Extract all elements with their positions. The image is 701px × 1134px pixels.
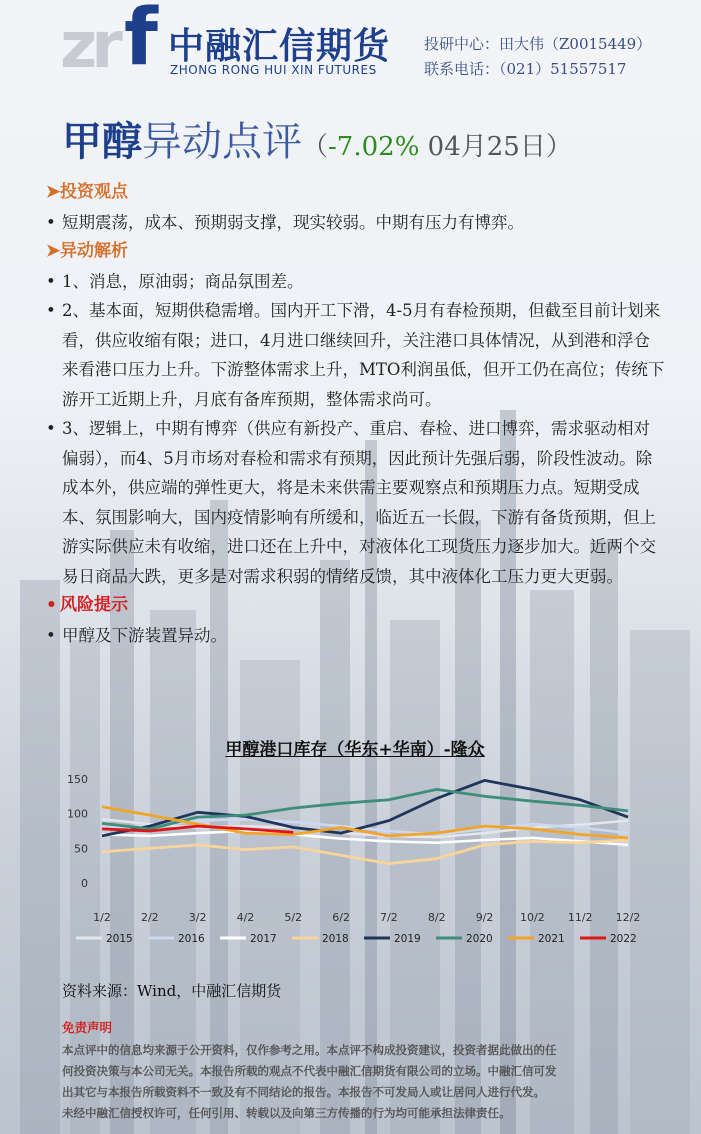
logo-letters: zr [60, 9, 117, 83]
view-text: 短期震荡，成本、预期弱支撑，现实较弱。中期有压力有博弈。 [62, 212, 524, 232]
contact-info [424, 32, 651, 82]
list-item [46, 414, 666, 591]
company-logo [60, 0, 160, 83]
y-tick-label: 100 [67, 807, 88, 821]
report-content [46, 178, 666, 650]
bullet-icon: • [46, 301, 56, 320]
legend-label-2016: 2016 [178, 933, 205, 945]
legend-label-2019: 2019 [394, 933, 421, 945]
chart-plot [60, 735, 650, 960]
arrow-icon: ➤ [46, 241, 61, 261]
x-tick-label: 9/2 [475, 911, 494, 924]
disclaimer-title: 免责声明 [62, 1020, 113, 1035]
legend-label-2015: 2015 [106, 933, 133, 945]
series-line-2018 [102, 840, 628, 864]
logo-letter-f: f [124, 0, 152, 83]
bullet-icon: • [46, 595, 57, 615]
data-source: 资料来源：Wind，中融汇信期货 [62, 982, 282, 1000]
x-tick-label: 7/2 [380, 911, 398, 924]
bullet-icon: • [46, 625, 56, 645]
title-date: 04月25日） [419, 132, 572, 162]
analysis-2: 2、基本面，短期供稳需增。国内开工下滑，4-5月有春检预期，但截至目前计划来看，供应收缩有限；进口，4月进口继续回升，关注港口具体情况，从到港和浮仓来看港口压力上升。下游整体需求上升，MTO利润虽低，但开工仍在高位；传统下游开工近期上升，月底有备库预期，整体需求尚可。 [62, 301, 665, 409]
list-item [46, 296, 666, 414]
list-item [46, 208, 666, 238]
title-product: 甲醇 [62, 118, 142, 165]
arrow-icon: ➤ [46, 182, 61, 202]
legend-label-2017: 2017 [250, 933, 277, 945]
disclaimer-line: 未经中融汇信授权许可，任何引用、转载以及向第三方传播的行为均可能承担法律责任。 [62, 1106, 511, 1120]
x-tick-label: 10/2 [520, 911, 545, 924]
x-tick-label: 4/2 [236, 911, 255, 924]
analysis-1: 1、消息，原油弱；商品氛围差。 [62, 271, 304, 291]
bullet-icon: • [46, 212, 56, 232]
x-tick-label: 11/2 [567, 911, 593, 924]
bullet-icon: • [46, 419, 56, 438]
y-tick-label: 150 [67, 773, 88, 786]
title-open-paren: （ [302, 132, 329, 162]
list-item [46, 267, 666, 297]
title-change-pct: -7.02% [328, 132, 420, 162]
x-tick-label: 2/2 [140, 911, 159, 924]
bullet-icon: • [46, 271, 56, 291]
company-name-en: ZHONG RONG HUI XIN FUTURES [170, 63, 377, 77]
contact-phone: 联系电话：（021）51557517 [424, 60, 627, 78]
header [0, 0, 701, 100]
contact-research: 投研中心：田大伟（Z0015449） [424, 35, 652, 53]
y-tick-label: 50 [74, 842, 88, 856]
x-tick-label: 3/2 [188, 911, 207, 924]
x-tick-label: 1/2 [93, 911, 111, 924]
x-tick-label: 5/2 [284, 911, 303, 924]
section-risk-heading: • 风险提示 [46, 591, 666, 621]
list-item [46, 621, 666, 651]
page-title [62, 110, 572, 167]
legend-label-2021: 2021 [538, 933, 565, 945]
x-tick-label: 6/2 [332, 911, 350, 924]
disclaimer-line: 何投资决策与本公司无关。本报告所载的观点不代表中融汇信期货有限公司的立场。中融汇信可发 [62, 1064, 557, 1078]
y-tick-label: 0 [81, 877, 88, 890]
chart-title: 甲醇港口库存（华东+华南）-隆众 [225, 740, 485, 760]
company-name-cn: 中融汇信期货 [168, 26, 391, 67]
disclaimer-line: 本点评中的信息均来源于公开资料，仅作参考之用。本点评不构成投资建议，投资者据此做出的任 [62, 1043, 557, 1057]
title-type: 异动点评 [142, 119, 302, 165]
disclaimer-body [62, 1040, 652, 1124]
x-tick-label: 12/2 [615, 911, 641, 924]
x-tick-label: 8/2 [427, 911, 446, 924]
legend-label-2022: 2022 [610, 933, 637, 945]
legend-label-2020: 2020 [466, 933, 493, 945]
section-analysis-heading: ➤异动解析 [46, 237, 666, 267]
section-view-heading: ➤投资观点 [46, 178, 666, 208]
inventory-chart [60, 735, 650, 960]
analysis-3: 3、逻辑上，中期有博弈（供应有新投产、重启、春检、进口博弈，需求驱动相对偏弱），而4、5月市场对春检和需求有预期，因此预计先强后弱，阶段性波动。除成本外，供应端的弹性更大，将是未来供需主要观察点和预期压力点。短期受成本、氛围影响大，国内疫情影响有所缓和，临近五一长假，下游有备货预期，但上游实际供应未有收缩，进口还在上升中，对液体化工现货压力逐步加大。近两个交易日商品大跌，更多是对需求积弱的情绪反馈，其中液体化工压力更大更弱。 [62, 419, 656, 586]
legend-label-2018: 2018 [322, 933, 349, 945]
disclaimer-line: 出其它与本报告所载资料不一致及有不同结论的报告。本报告不可发局人或让居问人进行代发。 [62, 1085, 545, 1099]
disclaimer [62, 1018, 652, 1124]
risk-text: 甲醇及下游装置异动。 [62, 625, 227, 645]
